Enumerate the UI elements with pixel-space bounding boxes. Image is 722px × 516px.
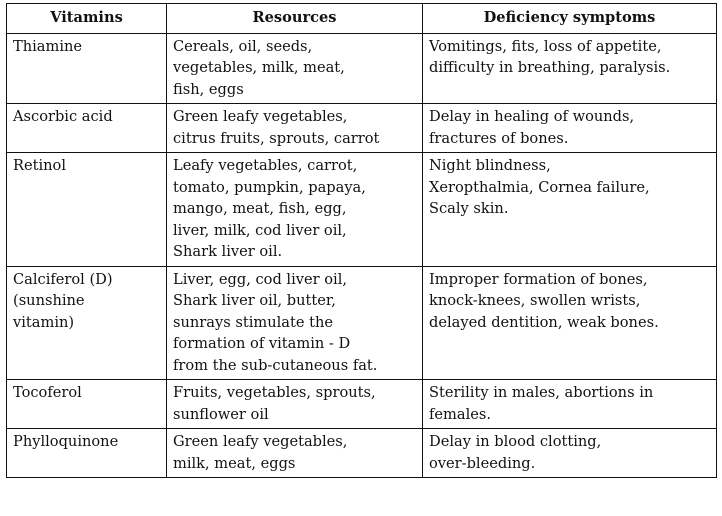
table-row <box>7 104 717 153</box>
cell-line: Retinol <box>13 157 67 174</box>
table-row <box>7 429 717 478</box>
header-vitamins: Vitamins <box>7 4 167 34</box>
cell-line: vitamin) <box>13 313 75 331</box>
cell-line: citrus fruits, sprouts, carrot <box>173 129 380 147</box>
cell-line: delayed dentition, weak bones. <box>429 313 659 331</box>
table-row <box>7 266 717 380</box>
symptoms-cell <box>423 380 717 429</box>
cell-line: Shark liver oil, butter, <box>173 292 336 309</box>
cell-line: tomato, pumpkin, papaya, <box>173 178 366 196</box>
symptoms-cell <box>423 104 717 153</box>
symptoms-cell <box>423 429 717 478</box>
vitamin-cell <box>7 266 167 380</box>
cell-line: Thiamine <box>13 37 83 55</box>
vitamin-cell <box>7 380 167 429</box>
cell-line: Vomitings, fits, loss of appetite, <box>429 37 662 55</box>
cell-line: knock-knees, swollen wrists, <box>429 292 641 309</box>
resources-cell <box>167 380 423 429</box>
cell-line: Cereals, oil, seeds, <box>173 37 313 55</box>
cell-line: Delay in blood clotting, <box>429 433 602 450</box>
table-row <box>7 33 717 104</box>
vitamin-cell <box>7 153 167 267</box>
symptoms-cell <box>423 153 717 267</box>
cell-line: Phylloquinone <box>13 433 119 450</box>
cell-line: Night blindness, <box>429 157 551 174</box>
cell-line: liver, milk, cod liver oil, <box>173 221 347 239</box>
cell-line: Ascorbic acid <box>13 108 113 125</box>
cell-line: Tocoferol <box>13 384 82 401</box>
header-resources: Resources <box>167 4 423 34</box>
cell-line: Delay in healing of wounds, <box>429 108 635 125</box>
cell-line: formation of vitamin - D <box>173 335 351 352</box>
vitamin-cell <box>7 104 167 153</box>
cell-line: vegetables, milk, meat, <box>173 59 345 76</box>
cell-line: from the sub-cutaneous fat. <box>173 356 378 374</box>
cell-line: sunflower oil <box>173 405 269 423</box>
cell-line: fish, eggs <box>173 80 244 98</box>
cell-line: sunrays stimulate the <box>173 313 334 331</box>
vitamins-table <box>6 3 717 478</box>
cell-line: Improper formation of bones, <box>429 270 648 288</box>
cell-line: difficulty in breathing, paralysis. <box>429 59 671 76</box>
cell-line: Liver, egg, cod liver oil, <box>173 270 348 288</box>
cell-line: Calciferol (D) <box>13 270 113 288</box>
cell-line: fractures of bones. <box>429 129 569 147</box>
cell-line: Fruits, vegetables, sprouts, <box>173 384 376 401</box>
symptoms-cell <box>423 33 717 104</box>
symptoms-cell <box>423 266 717 380</box>
cell-line: over-bleeding. <box>429 454 536 472</box>
table-row <box>7 153 717 267</box>
vitamin-cell <box>7 429 167 478</box>
table-row <box>7 380 717 429</box>
cell-line: Leafy vegetables, carrot, <box>173 157 358 174</box>
cell-line: Xeropthalmia, Cornea failure, <box>429 178 650 196</box>
vitamins-table-container <box>6 3 716 511</box>
resources-cell <box>167 33 423 104</box>
cell-line: Green leafy vegetables, <box>173 108 348 125</box>
cell-line: milk, meat, eggs <box>173 454 296 472</box>
cell-line: Green leafy vegetables, <box>173 433 348 450</box>
resources-cell <box>167 266 423 380</box>
resources-cell <box>167 104 423 153</box>
resources-cell <box>167 153 423 267</box>
cell-line: Scaly skin. <box>429 200 509 217</box>
header-deficiency-symptoms: Deficiency symptoms <box>423 4 717 34</box>
table-header-row <box>7 4 717 34</box>
cell-line: Sterility in males, abortions in <box>429 384 654 401</box>
cell-line: (sunshine <box>13 292 85 309</box>
cell-line: Shark liver oil. <box>173 243 283 260</box>
resources-cell <box>167 429 423 478</box>
cell-line: females. <box>429 405 492 423</box>
vitamin-cell <box>7 33 167 104</box>
cell-line: mango, meat, fish, egg, <box>173 200 347 217</box>
